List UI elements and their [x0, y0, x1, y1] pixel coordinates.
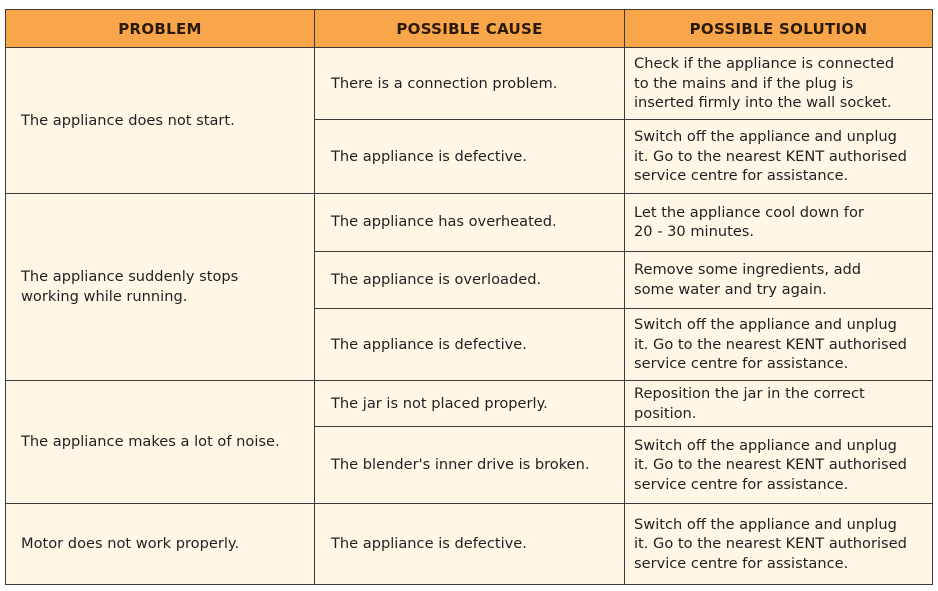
table-row [6, 503, 933, 584]
solution-text: Switch off the appliance and unplug it. Go to the nearest KENT authorised service centre for assistance. [634, 316, 907, 373]
header-possible-solution: POSSIBLE SOLUTION [625, 10, 933, 48]
problem-text: The appliance suddenly stops working while running. [21, 268, 239, 305]
solution-cell [625, 503, 933, 584]
problem-cell [6, 193, 315, 381]
solution-text: Switch off the appliance and unplug it. Go to the nearest KENT authorised service centre for assistance. [634, 128, 907, 185]
problem-cell [6, 503, 315, 584]
header-problem: PROBLEM [6, 10, 315, 48]
troubleshooting-table [5, 9, 933, 585]
problem-text: The appliance does not start. [21, 111, 235, 129]
cause-cell: The appliance is overloaded. [315, 251, 625, 308]
solution-cell [625, 427, 933, 503]
table-row [6, 193, 933, 251]
cause-cell: The appliance has overheated. [315, 193, 625, 251]
table-body [6, 48, 933, 585]
cause-cell: The appliance is defective. [315, 503, 625, 584]
solution-text: Let the appliance cool down for 20 - 30 minutes. [634, 203, 864, 241]
table-row [6, 48, 933, 120]
solution-text: Switch off the appliance and unplug it. Go to the nearest KENT authorised service centre for assistance. [634, 436, 907, 493]
cause-cell: The appliance is defective. [315, 120, 625, 193]
cause-cell: The jar is not placed properly. [315, 381, 625, 427]
table-header [6, 10, 933, 48]
problem-cell [6, 48, 315, 194]
solution-cell [625, 308, 933, 380]
table-row [6, 381, 933, 427]
problem-cell [6, 381, 315, 503]
solution-cell [625, 251, 933, 308]
cause-cell: The blender's inner drive is broken. [315, 427, 625, 503]
header-possible-cause: POSSIBLE CAUSE [315, 10, 625, 48]
solution-text: Check if the appliance is connected to the mains and if the plug is inserted firmly into the wall socket. [634, 55, 895, 112]
solution-cell [625, 120, 933, 193]
solution-cell [625, 381, 933, 427]
cause-cell: The appliance is defective. [315, 308, 625, 380]
cause-cell: There is a connection problem. [315, 48, 625, 120]
problem-text: The appliance makes a lot of noise. [21, 433, 280, 451]
solution-cell [625, 48, 933, 120]
header-row [6, 10, 933, 48]
solution-text: Remove some ingredients, add some water and try again. [634, 261, 862, 298]
solution-cell [625, 193, 933, 251]
solution-text: Switch off the appliance and unplug it. Go to the nearest KENT authorised service centre for assistance. [634, 515, 907, 572]
solution-text: Reposition the jar in the correct position. [634, 385, 865, 422]
problem-text: Motor does not work properly. [21, 535, 240, 553]
